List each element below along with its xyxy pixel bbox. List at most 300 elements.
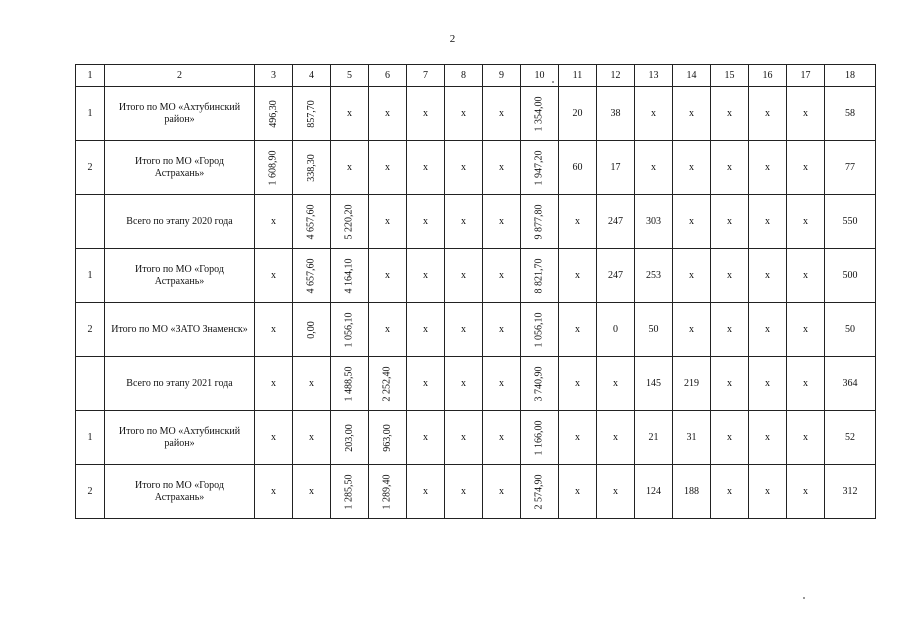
cell-value: х xyxy=(423,161,428,173)
cell-value: х xyxy=(727,485,732,497)
cell-value: 2 xyxy=(87,161,93,173)
cell-value: х xyxy=(309,485,314,497)
value-cell xyxy=(635,303,673,357)
column-header: 11 xyxy=(559,65,597,87)
value-cell xyxy=(559,465,597,519)
cell-value: х xyxy=(689,161,694,173)
value-cell xyxy=(331,357,369,411)
value-cell xyxy=(521,249,559,303)
value-cell xyxy=(483,87,521,141)
cell-value: х xyxy=(461,215,466,227)
cell-value: х xyxy=(271,377,276,389)
cell-value: х xyxy=(461,431,466,443)
cell-value: х xyxy=(727,431,732,443)
column-header: 13 xyxy=(635,65,673,87)
table-row xyxy=(76,141,876,195)
cell-value: 0 xyxy=(613,323,618,335)
value-cell xyxy=(597,411,635,465)
rotated-value: 4 657,60 xyxy=(305,204,317,239)
cell-value: х xyxy=(575,215,580,227)
value-cell xyxy=(825,195,876,249)
row-name-cell xyxy=(105,141,255,195)
cell-value: 2 xyxy=(87,485,93,497)
cell-value: х xyxy=(803,377,808,389)
cell-value: х xyxy=(461,377,466,389)
value-cell xyxy=(673,303,711,357)
value-cell xyxy=(483,465,521,519)
value-cell xyxy=(635,87,673,141)
table-row xyxy=(76,357,876,411)
cell-value: х xyxy=(461,107,466,119)
value-cell xyxy=(711,303,749,357)
cell-value: х xyxy=(309,431,314,443)
value-cell xyxy=(407,411,445,465)
column-header: 1 xyxy=(76,65,105,87)
cell-value: 1 xyxy=(87,107,93,119)
table-row xyxy=(76,195,876,249)
cell-value: х xyxy=(575,485,580,497)
cell-value: х xyxy=(765,161,770,173)
value-cell xyxy=(483,141,521,195)
rotated-value: 4 657,60 xyxy=(305,258,317,293)
value-cell xyxy=(825,357,876,411)
value-cell xyxy=(293,141,331,195)
rotated-value: 857,70 xyxy=(305,99,317,128)
value-cell xyxy=(331,249,369,303)
cell-value: х xyxy=(613,485,618,497)
rotated-value: 1 285,50 xyxy=(343,474,355,509)
value-cell xyxy=(787,465,825,519)
cell-value: 77 xyxy=(845,161,855,173)
value-cell xyxy=(559,195,597,249)
column-header: 9 xyxy=(483,65,521,87)
row-name-cell xyxy=(105,87,255,141)
value-cell xyxy=(521,195,559,249)
value-cell xyxy=(407,357,445,411)
value-cell xyxy=(331,87,369,141)
row-number-cell xyxy=(76,411,105,465)
row-number-cell xyxy=(76,195,105,249)
rotated-value: 1 056,10 xyxy=(343,312,355,347)
value-cell xyxy=(521,303,559,357)
value-cell xyxy=(749,141,787,195)
row-name-cell xyxy=(105,195,255,249)
value-cell xyxy=(483,411,521,465)
rotated-value: 2 252,40 xyxy=(381,366,393,401)
cell-value: 364 xyxy=(842,377,858,389)
value-cell xyxy=(483,357,521,411)
value-cell xyxy=(749,465,787,519)
value-cell xyxy=(711,141,749,195)
rotated-value: 2 574,90 xyxy=(533,474,545,509)
value-cell xyxy=(483,249,521,303)
cell-value: х xyxy=(385,323,390,335)
column-header: 6 xyxy=(369,65,407,87)
cell-value: х xyxy=(423,485,428,497)
value-cell xyxy=(293,249,331,303)
cell-value: х xyxy=(423,269,428,281)
cell-value: х xyxy=(461,323,466,335)
column-header: 8 xyxy=(445,65,483,87)
cell-value: х xyxy=(499,269,504,281)
cell-value: 1 xyxy=(87,269,93,281)
cell-value: х xyxy=(499,323,504,335)
value-cell xyxy=(445,303,483,357)
rotated-value: 4 164,10 xyxy=(343,258,355,293)
value-cell xyxy=(293,357,331,411)
cell-value: х xyxy=(613,377,618,389)
value-cell xyxy=(369,87,407,141)
cell-value: 124 xyxy=(646,485,661,497)
cell-value: х xyxy=(765,107,770,119)
cell-value: 188 xyxy=(684,485,699,497)
cell-value: 247 xyxy=(608,269,623,281)
rotated-value: 1 947,20 xyxy=(533,150,545,185)
cell-value: 52 xyxy=(845,431,855,443)
cell-value: х xyxy=(575,323,580,335)
cell-value: х xyxy=(499,161,504,173)
cell-value: х xyxy=(309,377,314,389)
value-cell xyxy=(749,249,787,303)
value-cell xyxy=(369,357,407,411)
value-cell xyxy=(673,465,711,519)
value-cell xyxy=(635,249,673,303)
cell-value: х xyxy=(803,215,808,227)
value-cell xyxy=(635,195,673,249)
column-header: 15 xyxy=(711,65,749,87)
value-cell xyxy=(787,249,825,303)
cell-value: х xyxy=(499,485,504,497)
cell-value: х xyxy=(765,377,770,389)
cell-value: х xyxy=(765,485,770,497)
value-cell xyxy=(255,249,293,303)
value-cell xyxy=(673,249,711,303)
cell-value: х xyxy=(689,107,694,119)
value-cell xyxy=(369,195,407,249)
value-cell xyxy=(597,465,635,519)
cell-value: х xyxy=(803,269,808,281)
value-cell xyxy=(787,87,825,141)
cell-value: 38 xyxy=(610,107,621,119)
cell-value: 550 xyxy=(842,215,858,227)
cell-value: х xyxy=(271,323,276,335)
value-cell xyxy=(749,303,787,357)
value-cell xyxy=(331,195,369,249)
page-number: 2 xyxy=(449,33,456,45)
row-number-cell xyxy=(76,357,105,411)
value-cell xyxy=(597,87,635,141)
value-cell xyxy=(369,141,407,195)
value-cell xyxy=(597,195,635,249)
value-cell xyxy=(445,357,483,411)
column-header: 17 xyxy=(787,65,825,87)
cell-value: 219 xyxy=(684,377,699,389)
rotated-value: 9 877,80 xyxy=(533,204,545,239)
value-cell xyxy=(521,141,559,195)
cell-value: 145 xyxy=(646,377,661,389)
cell-value: х xyxy=(803,161,808,173)
value-cell xyxy=(331,141,369,195)
value-cell xyxy=(559,411,597,465)
value-cell xyxy=(445,465,483,519)
value-cell xyxy=(369,303,407,357)
row-name: Итого по МО «Город Астрахань» xyxy=(135,479,224,503)
value-cell xyxy=(749,411,787,465)
value-cell xyxy=(331,465,369,519)
cell-value: х xyxy=(765,323,770,335)
value-cell xyxy=(255,141,293,195)
cell-value: 50 xyxy=(845,323,855,335)
value-cell xyxy=(407,87,445,141)
value-cell xyxy=(293,195,331,249)
cell-value: х xyxy=(423,215,428,227)
column-header: 4 xyxy=(293,65,331,87)
column-header: 5 xyxy=(331,65,369,87)
value-cell xyxy=(255,195,293,249)
value-cell xyxy=(673,357,711,411)
value-cell xyxy=(787,411,825,465)
value-cell xyxy=(559,303,597,357)
cell-value: 20 xyxy=(572,107,583,119)
value-cell xyxy=(749,195,787,249)
row-name: Итого по МО «Ахтубинский район» xyxy=(118,101,241,125)
rotated-value: 496,30 xyxy=(267,99,279,128)
cell-value: 500 xyxy=(842,269,858,281)
cell-value: х xyxy=(385,161,390,173)
cell-value: 60 xyxy=(572,161,583,173)
rotated-value: 203,00 xyxy=(343,423,355,452)
cell-value: х xyxy=(727,377,732,389)
scan-speck xyxy=(552,81,554,83)
value-cell xyxy=(635,411,673,465)
value-cell xyxy=(787,195,825,249)
value-cell xyxy=(787,357,825,411)
value-cell xyxy=(635,357,673,411)
value-cell xyxy=(673,141,711,195)
rotated-value: 1 488,50 xyxy=(343,366,355,401)
cell-value: х xyxy=(423,377,428,389)
cell-value: х xyxy=(499,215,504,227)
value-cell xyxy=(293,303,331,357)
rotated-value: 1 354,00 xyxy=(533,96,545,131)
value-cell xyxy=(369,465,407,519)
value-cell xyxy=(597,357,635,411)
cell-value: х xyxy=(461,485,466,497)
row-number-cell xyxy=(76,141,105,195)
rotated-value: 5 220,20 xyxy=(343,204,355,239)
cell-value: 50 xyxy=(648,323,659,335)
column-header: 14 xyxy=(673,65,711,87)
rotated-value: 3 740,90 xyxy=(533,366,545,401)
cell-value: х xyxy=(689,323,694,335)
cell-value: х xyxy=(423,431,428,443)
value-cell xyxy=(825,249,876,303)
cell-value: х xyxy=(271,431,276,443)
cell-value: 31 xyxy=(686,431,697,443)
row-name: Итого по МО «Город Астрахань» xyxy=(135,263,224,287)
value-cell xyxy=(407,249,445,303)
value-cell xyxy=(749,357,787,411)
value-cell xyxy=(711,87,749,141)
value-cell xyxy=(521,87,559,141)
value-cell xyxy=(255,465,293,519)
cell-value: х xyxy=(271,215,276,227)
value-cell xyxy=(673,411,711,465)
value-cell xyxy=(255,87,293,141)
value-cell xyxy=(825,411,876,465)
cell-value: х xyxy=(461,269,466,281)
cell-value: 312 xyxy=(842,485,858,497)
cell-value: 2 xyxy=(87,323,93,335)
cell-value: х xyxy=(499,431,504,443)
value-cell xyxy=(369,411,407,465)
column-header: 3 xyxy=(255,65,293,87)
value-cell xyxy=(597,249,635,303)
rotated-value: 8 821,70 xyxy=(533,258,545,293)
row-name-cell xyxy=(105,303,255,357)
cell-value: 253 xyxy=(646,269,661,281)
column-header: 2 xyxy=(105,65,255,87)
value-cell xyxy=(711,357,749,411)
table-row xyxy=(76,411,876,465)
value-cell xyxy=(407,195,445,249)
cell-value: х xyxy=(803,107,808,119)
value-cell xyxy=(635,141,673,195)
value-cell xyxy=(483,195,521,249)
cell-value: х xyxy=(575,377,580,389)
row-name: Итого по МО «Город Астрахань» xyxy=(135,155,224,179)
value-cell xyxy=(787,303,825,357)
row-name-cell xyxy=(105,249,255,303)
value-cell xyxy=(749,87,787,141)
value-cell xyxy=(711,465,749,519)
value-cell xyxy=(521,357,559,411)
cell-value: х xyxy=(423,323,428,335)
header-row xyxy=(76,65,876,87)
cell-value: х xyxy=(765,431,770,443)
cell-value: х xyxy=(499,107,504,119)
cell-value: х xyxy=(271,485,276,497)
column-header: 16 xyxy=(749,65,787,87)
cell-value: х xyxy=(499,377,504,389)
cell-value: х xyxy=(271,269,276,281)
row-number-cell xyxy=(76,465,105,519)
cell-value: х xyxy=(651,161,656,173)
value-cell xyxy=(673,87,711,141)
column-header: 18 xyxy=(825,65,876,87)
row-number-cell xyxy=(76,87,105,141)
value-cell xyxy=(825,465,876,519)
cell-value: 17 xyxy=(610,161,621,173)
value-cell xyxy=(445,411,483,465)
row-name: Всего по этапу 2020 года xyxy=(126,215,233,227)
rotated-value: 338,30 xyxy=(305,153,317,182)
row-name-cell xyxy=(105,411,255,465)
cell-value: х xyxy=(423,107,428,119)
value-cell xyxy=(825,303,876,357)
cell-value: х xyxy=(347,161,352,173)
value-cell xyxy=(559,357,597,411)
cell-value: х xyxy=(803,431,808,443)
cell-value: х xyxy=(689,215,694,227)
value-cell xyxy=(255,303,293,357)
value-cell xyxy=(711,411,749,465)
row-name-cell xyxy=(105,465,255,519)
value-cell xyxy=(293,411,331,465)
value-cell xyxy=(825,87,876,141)
cell-value: х xyxy=(727,323,732,335)
cell-value: х xyxy=(803,323,808,335)
column-header: 10 xyxy=(521,65,559,87)
column-header: 12 xyxy=(597,65,635,87)
rotated-value: 1 056,10 xyxy=(533,312,545,347)
value-cell xyxy=(559,87,597,141)
value-cell xyxy=(521,411,559,465)
table-row xyxy=(76,465,876,519)
rotated-value: 963,00 xyxy=(381,423,393,452)
cell-value: х xyxy=(385,107,390,119)
cell-value: х xyxy=(613,431,618,443)
cell-value: х xyxy=(385,269,390,281)
table-row xyxy=(76,303,876,357)
rotated-value: 1 289,40 xyxy=(381,474,393,509)
table-row xyxy=(76,249,876,303)
value-cell xyxy=(407,303,445,357)
value-cell xyxy=(255,357,293,411)
cell-value: х xyxy=(385,215,390,227)
cell-value: х xyxy=(803,485,808,497)
cell-value: 247 xyxy=(608,215,623,227)
row-number-cell xyxy=(76,303,105,357)
value-cell xyxy=(673,195,711,249)
row-name: Итого по МО «ЗАТО Знаменск» xyxy=(111,323,248,335)
table-row xyxy=(76,87,876,141)
cell-value: х xyxy=(727,215,732,227)
value-cell xyxy=(445,141,483,195)
cell-value: 58 xyxy=(845,107,855,119)
cell-value: х xyxy=(765,269,770,281)
value-cell xyxy=(369,249,407,303)
cell-value: х xyxy=(765,215,770,227)
value-cell xyxy=(407,465,445,519)
value-cell xyxy=(711,195,749,249)
rotated-value: 1 166,00 xyxy=(533,420,545,455)
value-cell xyxy=(255,411,293,465)
value-cell xyxy=(559,249,597,303)
data-table xyxy=(75,64,876,519)
value-cell xyxy=(445,249,483,303)
cell-value: х xyxy=(461,161,466,173)
value-cell xyxy=(331,303,369,357)
column-header: 7 xyxy=(407,65,445,87)
cell-value: х xyxy=(347,107,352,119)
value-cell xyxy=(293,87,331,141)
value-cell xyxy=(787,141,825,195)
value-cell xyxy=(597,303,635,357)
cell-value: 1 xyxy=(87,431,93,443)
cell-value: х xyxy=(727,269,732,281)
value-cell xyxy=(293,465,331,519)
value-cell xyxy=(559,141,597,195)
value-cell xyxy=(825,141,876,195)
cell-value: х xyxy=(727,161,732,173)
value-cell xyxy=(597,141,635,195)
cell-value: х xyxy=(575,269,580,281)
value-cell xyxy=(407,141,445,195)
cell-value: х xyxy=(575,431,580,443)
value-cell xyxy=(483,303,521,357)
scan-speck xyxy=(803,597,805,599)
